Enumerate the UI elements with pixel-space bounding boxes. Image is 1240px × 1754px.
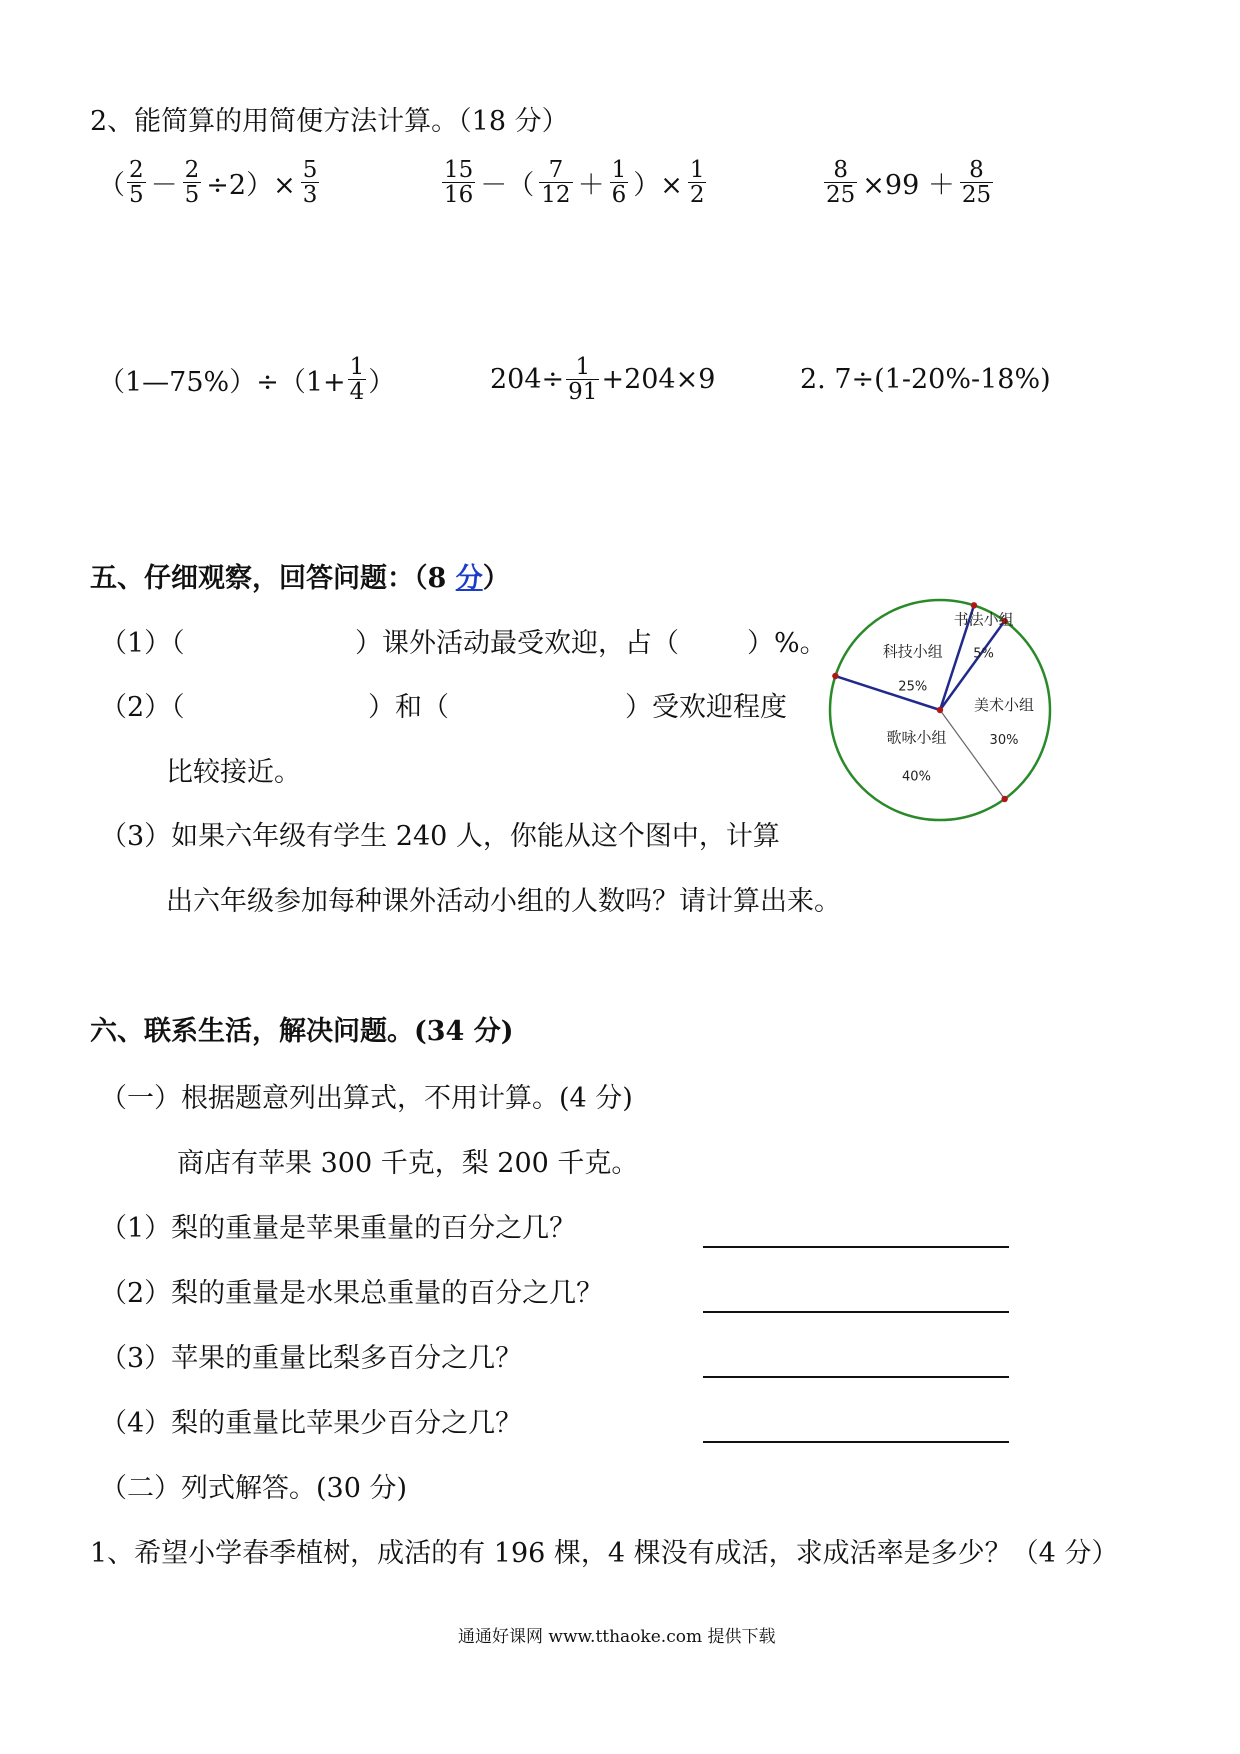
fraction [688, 158, 707, 207]
pie-chart [820, 590, 1060, 830]
pie-spoke-dot [832, 673, 838, 679]
denominator: 91 [568, 379, 598, 406]
operator: ＋ [577, 170, 605, 202]
numerator: 1 [689, 157, 705, 183]
fraction [183, 158, 202, 207]
s6-part1-heading: （一）根据题意列出算式，不用计算。(4 分) [100, 1083, 633, 1114]
numerator: 2 [184, 157, 200, 183]
fraction [127, 158, 146, 207]
numerator: 8 [824, 158, 857, 183]
s6-q3: （3）苹果的重量比梨多百分之几？ [100, 1343, 523, 1374]
numerator: 1 [611, 157, 627, 183]
footer-text: 通通好课网 www.tthaoke.com 提供下载 [458, 1627, 776, 1647]
denominator: 3 [302, 182, 318, 209]
expr-text: （ [98, 170, 125, 202]
answer-line-4[interactable] [703, 1441, 1009, 1443]
fraction [566, 355, 599, 404]
denominator: 2 [689, 182, 705, 209]
s5-q1-end: ）%。 [747, 628, 827, 659]
numerator: 2 [129, 157, 144, 183]
s5-q2-continued: 比较接近。 [166, 757, 301, 788]
s6-part2-heading: （二）列式解答。(30 分) [100, 1473, 408, 1504]
s5-q1-mid: ）课外活动最受欢迎，占（ [355, 628, 679, 659]
pie-slice-label: 美术小组 [973, 696, 1035, 714]
operator: ）× [633, 170, 683, 202]
denominator: 5 [129, 182, 144, 209]
fraction [301, 158, 320, 207]
s6-q4: （4）梨的重量比苹果少百分之几？ [100, 1408, 523, 1439]
expression-3 [822, 158, 995, 207]
expression-6: 2. 7÷(1-20%-18%) [800, 364, 1051, 395]
pie-spoke-dot [971, 602, 977, 608]
numerator: 1 [349, 354, 365, 380]
expression-5 [490, 355, 715, 404]
answer-line-2[interactable] [703, 1311, 1009, 1313]
fraction [442, 158, 475, 207]
s5-q1-open: （1）（ [100, 628, 185, 659]
s5-q2-end: ）受欢迎程度 [625, 692, 787, 723]
s5-q3-continued: 出六年级参加每种课外活动小组的人数吗？请计算出来。 [166, 886, 841, 917]
denominator: 25 [826, 182, 856, 209]
numerator: 7 [539, 158, 572, 183]
operator: － [150, 170, 178, 202]
s6-q1: （1）梨的重量是苹果重量的百分之几？ [100, 1213, 577, 1244]
s6-q2: （2）梨的重量是水果总重量的百分之几？ [100, 1278, 604, 1309]
pie-slice-value: 30% [989, 733, 1019, 748]
pie-slice-label: 书法小组 [953, 610, 1014, 629]
fraction [824, 158, 857, 207]
pie-slice-value: 40% [902, 769, 931, 785]
pie-center-dot [937, 707, 943, 713]
operator: ÷2）× [206, 170, 296, 202]
section-5-title [90, 565, 510, 592]
section-5-title-end: ） [482, 563, 510, 594]
answer-line-1[interactable] [703, 1246, 1009, 1248]
pie-slice-value: 5% [973, 646, 994, 662]
pie-slice-label: 科技小组 [882, 642, 943, 661]
operator: －（ [480, 170, 535, 202]
s6-problem-1: 1、希望小学春季植树，成活的有 196 棵，4 棵没有成活，求成活率是多少？（4 分） [90, 1538, 1119, 1569]
denominator: 5 [184, 182, 200, 209]
pie-spoke [940, 710, 1005, 799]
s6-given: 商店有苹果 300 千克，梨 200 千克。 [177, 1148, 639, 1179]
operator: ×99 ＋ [862, 170, 955, 202]
fraction [610, 158, 629, 207]
expression-1 [98, 158, 321, 207]
expression-2 [440, 158, 708, 207]
s5-q2-mid: ）和（ [368, 692, 449, 723]
s5-q3: （3）如果六年级有学生 240 人，你能从这个图中，计算 [100, 821, 780, 852]
expr-text: 204÷ [490, 364, 565, 396]
denominator: 6 [611, 182, 627, 209]
section-6-title: 六、联系生活，解决问题。(34 分) [90, 1016, 514, 1047]
denominator: 25 [961, 182, 992, 209]
section-2-title: 2、能简算的用简便方法计算。（18 分） [90, 106, 569, 137]
section-5-title-text: 五、仔细观察，回答问题：（8 [90, 563, 456, 594]
numerator: 5 [302, 157, 318, 183]
score-link[interactable]: 分 [455, 563, 483, 594]
numerator: 15 [444, 157, 474, 183]
denominator: 12 [541, 182, 571, 209]
expr-text: ） [368, 367, 396, 399]
numerator: 1 [566, 355, 599, 380]
pie-slice-value: 25% [898, 679, 928, 695]
s5-q2-open: （2）（ [100, 692, 185, 723]
fraction [539, 158, 572, 207]
answer-line-3[interactable] [703, 1376, 1009, 1378]
pie-spoke-dot [1001, 796, 1007, 802]
denominator: 4 [349, 379, 365, 406]
pie-slice-label: 歌咏小组 [886, 728, 947, 747]
fraction [348, 355, 367, 404]
numerator: 8 [960, 158, 993, 183]
fraction [960, 158, 993, 207]
expression-4 [98, 355, 395, 404]
expr-text: +204×9 [601, 364, 716, 396]
denominator: 16 [444, 182, 474, 209]
expr-text: （1—75%）÷（1+ [98, 367, 346, 399]
